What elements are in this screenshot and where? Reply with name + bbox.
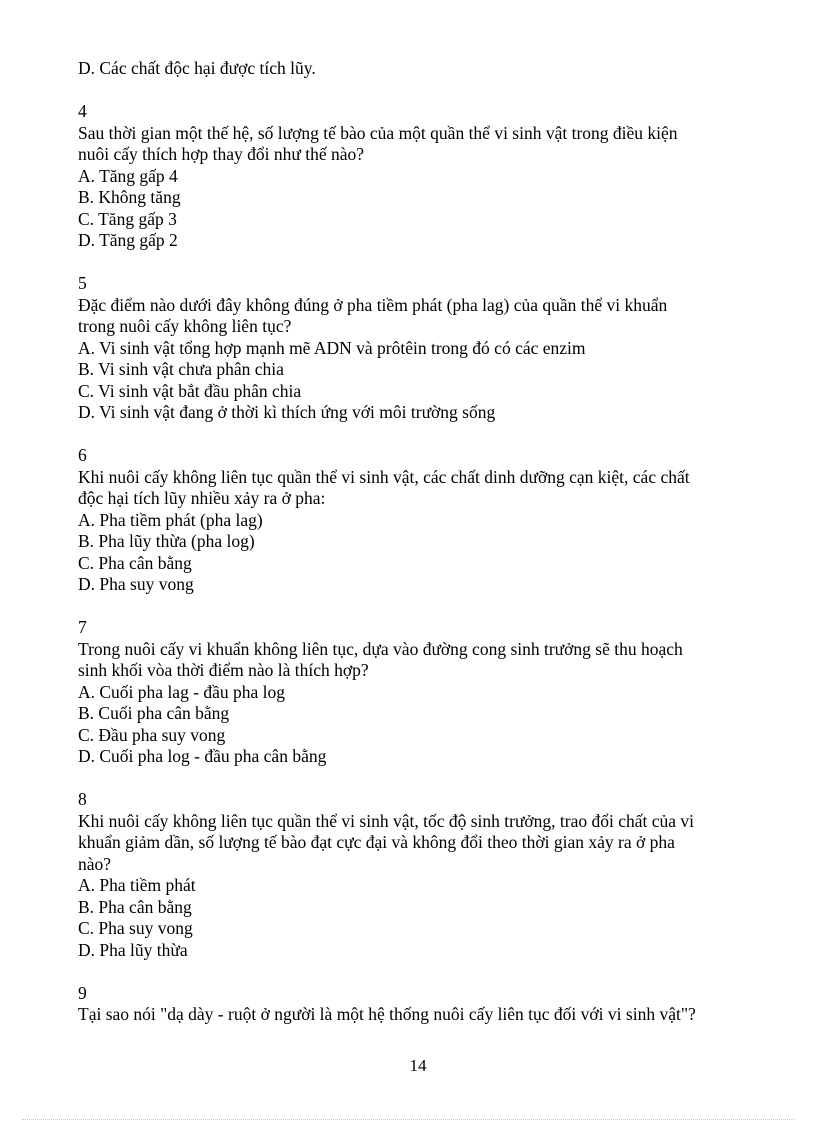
question-text-line: nào? [78,853,112,874]
page-bottom-edge [22,1119,794,1120]
option-b: B. Không tăng [78,187,181,207]
document-page [78,58,768,1026]
question-6 [78,445,768,596]
option-a: A. Pha tiềm phát [78,875,196,895]
question-number: 8 [78,789,87,809]
option-b: B. Pha lũy thừa (pha log) [78,531,255,551]
option-d: D. Tăng gấp 2 [78,230,178,250]
option-a: A. Cuối pha lag - đầu pha log [78,681,286,702]
question-5 [78,273,768,424]
question-7 [78,617,768,768]
question-text-line: khuẩn giảm dần, số lượng tế bào đạt cực đại và không đổi theo thời gian xảy ra ở pha [78,832,675,852]
question-number: 9 [78,982,87,1003]
question-text-line: Sau thời gian một thế hệ, số lượng tế bào của một quần thể vi sinh vật trong điều kiện [78,122,678,143]
question-text-line: trong nuôi cấy không liên tục? [78,316,292,336]
question-4 [78,101,768,252]
option-d: D. Pha lũy thừa [78,939,188,960]
option-a: A. Tăng gấp 4 [78,165,178,186]
question-number: 6 [78,445,87,465]
question-text-line: Khi nuôi cấy không liên tục quần thể vi sinh vật, tốc độ sinh trưởng, trao đổi chất của vi [78,810,695,831]
option-d: D. Cuối pha log - đầu pha cân bằng [78,746,327,766]
option-c: C. Pha suy vong [78,918,193,938]
question-text-line: sinh khối vòa thời điểm nào là thích hợp? [78,660,369,680]
option-b: B. Cuối pha cân bằng [78,703,230,723]
option-a: A. Vi sinh vật tổng hợp mạnh mẽ ADN và prôtêin trong đó có các enzim [78,337,586,358]
option-c: C. Vi sinh vật bắt đầu phân chia [78,380,302,401]
option-b: B. Vi sinh vật chưa phân chia [78,359,284,379]
option-c: C. Tăng gấp 3 [78,208,177,229]
page-number: 14 [409,1056,427,1075]
question-text-line: nuôi cấy thích hợp thay đổi như thế nào? [78,144,365,164]
question-text-line: độc hại tích lũy nhiều xảy ra ở pha: [78,488,326,508]
option-a: A. Pha tiềm phát (pha lag) [78,509,263,530]
option-b: B. Pha cân bằng [78,896,192,917]
question-text-line: Đặc điểm nào dưới đây không đúng ở pha tiềm phát (pha lag) của quần thể vi khuẩn [78,294,668,315]
option-d: D. Vi sinh vật đang ở thời kì thích ứng với môi trường sống [78,402,496,422]
question-8 [78,789,768,961]
continued-option: D. Các chất độc hại được tích lũy. [78,58,316,78]
question-text-line: Trong nuôi cấy vi khuẩn không liên tục, dựa vào đường cong sinh trưởng sẽ thu hoạch [78,638,683,659]
option-c: C. Đầu pha suy vong [78,724,226,745]
question-number: 4 [78,101,87,121]
question-text-line: Tại sao nói "dạ dày - ruột ở người là một hệ thống nuôi cấy liên tục đối với vi sinh vật"? [78,1004,696,1024]
question-text-line: Khi nuôi cấy không liên tục quần thể vi sinh vật, các chất dinh dưỡng cạn kiệt, các chất [78,466,690,487]
option-d: D. Pha suy vong [78,574,194,594]
question-9 [78,983,768,1026]
question-number: 5 [78,273,87,293]
question-number: 7 [78,617,87,637]
option-c: C. Pha cân bằng [78,552,192,573]
